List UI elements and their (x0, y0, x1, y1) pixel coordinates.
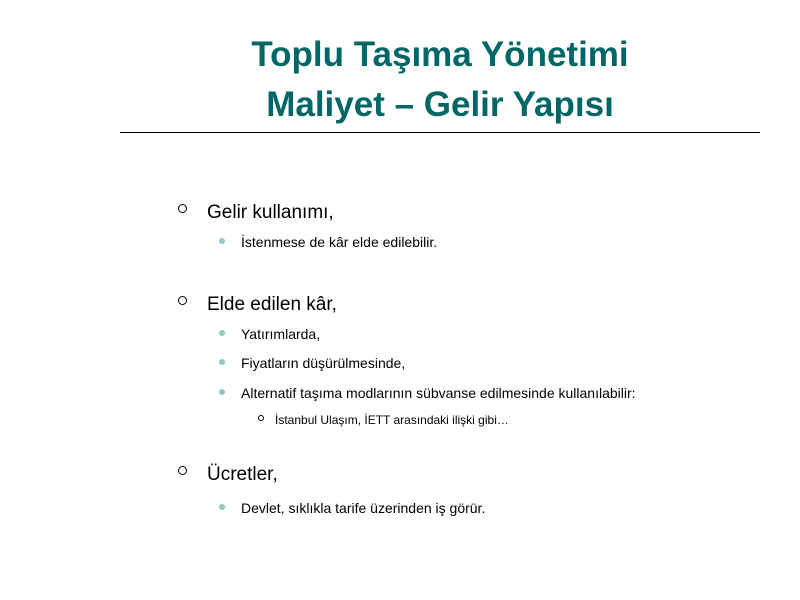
list-item: Devlet, sıklıkla tarife üzerinden iş görür. (241, 500, 486, 516)
hollow-circle-bullet-icon (178, 204, 187, 213)
section-heading: Gelir kullanımı, (207, 202, 334, 223)
section-heading: Elde edilen kâr, (207, 294, 337, 315)
dot-bullet-icon (219, 330, 225, 336)
title-line-2: Maliyet – Gelir Yapısı (266, 85, 614, 124)
list-item: Yatırımlarda, (241, 326, 321, 342)
dot-bullet-icon (219, 238, 225, 244)
title-line-1: Toplu Taşıma Yönetimi (251, 35, 629, 74)
dot-bullet-icon (219, 389, 225, 395)
section-heading: Ücretler, (207, 464, 278, 485)
hollow-circle-bullet-icon (178, 296, 187, 305)
dot-bullet-icon (219, 504, 225, 510)
hollow-circle-bullet-icon (178, 466, 187, 475)
list-item: İstenmese de kâr elde edilebilir. (241, 234, 438, 250)
list-item: Fiyatların düşürülmesinde, (241, 355, 406, 371)
small-hollow-circle-bullet-icon (258, 415, 264, 421)
sub-list-item: İstanbul Ulaşım, İETT arasındaki ilişki gibi… (275, 413, 509, 427)
dot-bullet-icon (219, 359, 225, 365)
list-item: Alternatif taşıma modlarının sübvanse edilmesinde kullanılabilir: (241, 385, 636, 401)
